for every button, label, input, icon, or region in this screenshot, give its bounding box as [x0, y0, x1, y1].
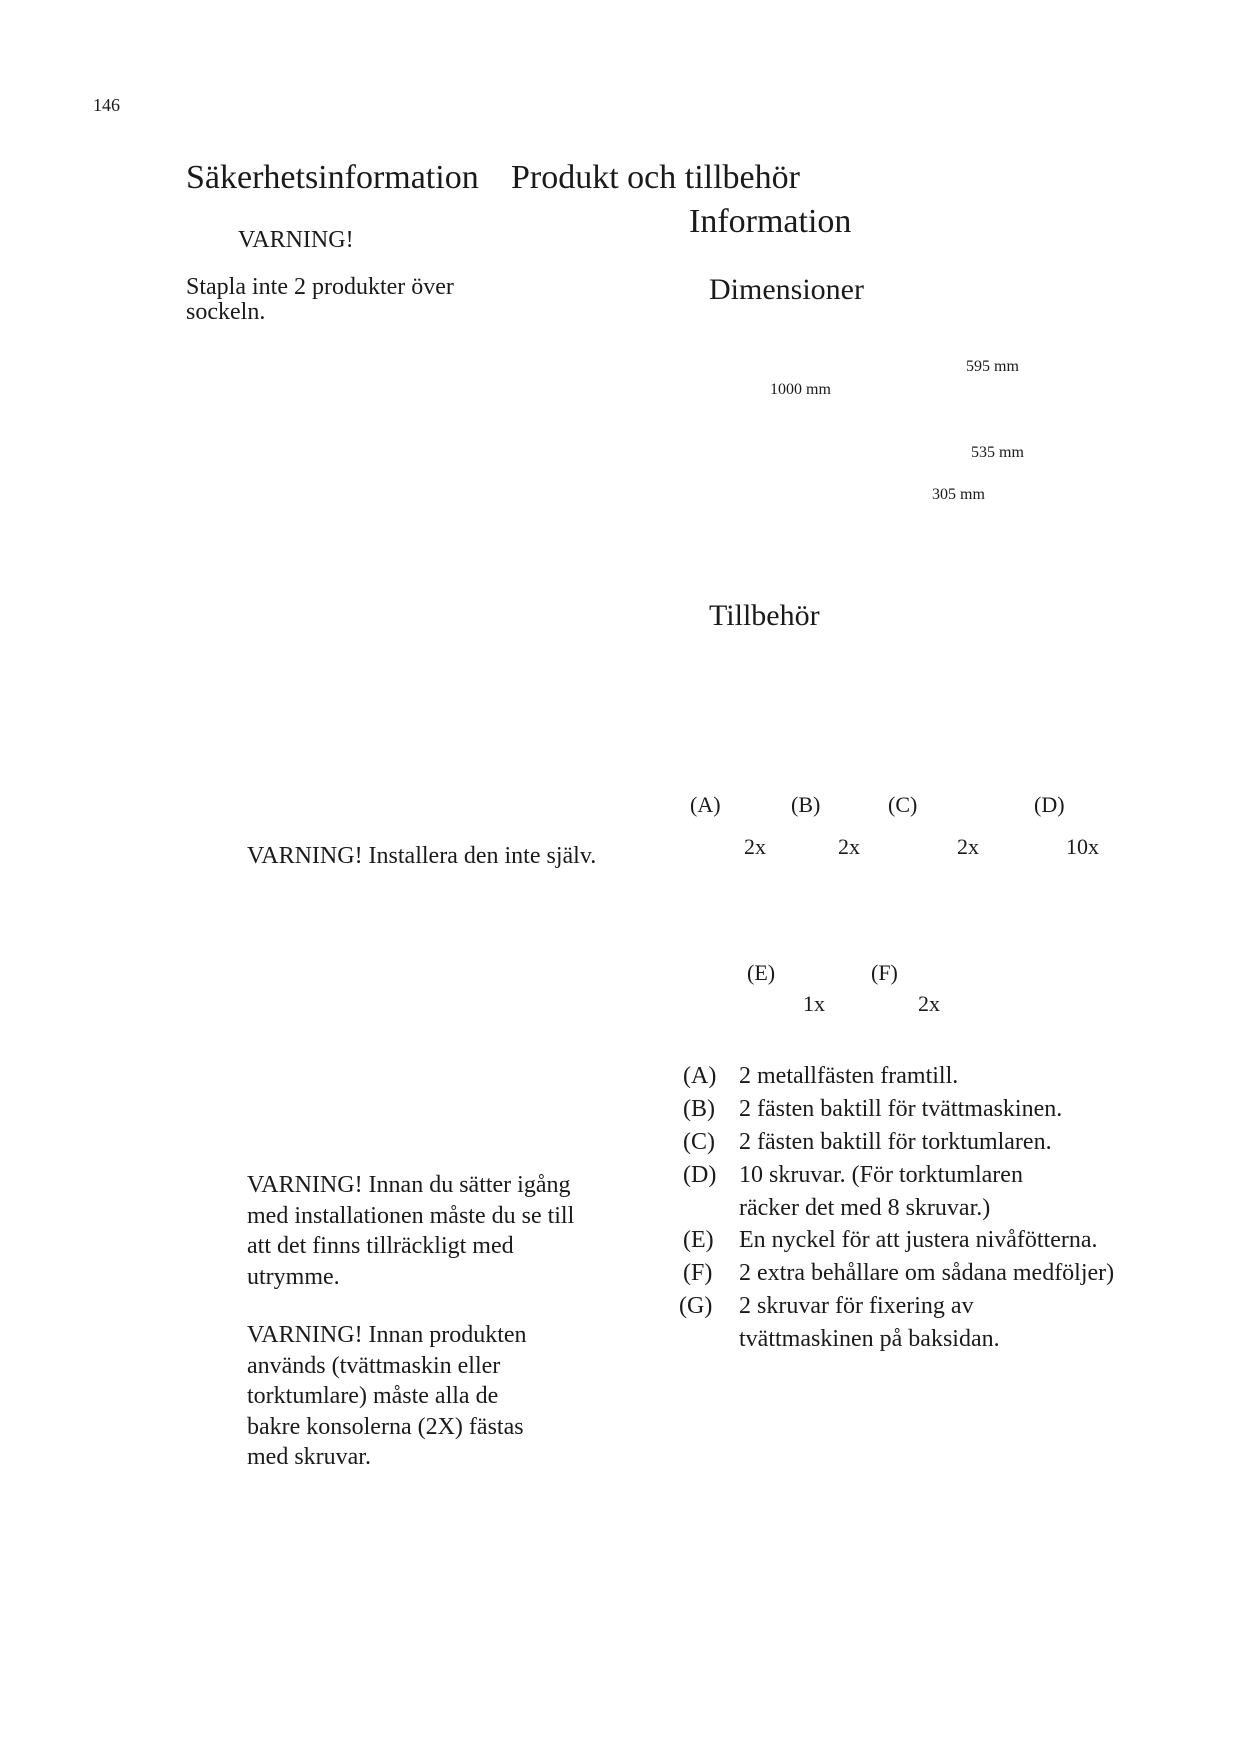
accessory-c-qty: 2x	[957, 834, 979, 859]
accessory-d-qty: 10x	[1066, 834, 1099, 859]
list-item-text: En nyckel för att justera nivåfötterna.	[739, 1227, 1098, 1253]
list-item-text: 2 metallfästen framtill.	[739, 1063, 959, 1089]
dimension-plinth: 305 mm	[932, 486, 985, 503]
list-item-key: (E)	[683, 1227, 714, 1253]
install-warning: VARNING! Installera den inte själv.	[247, 843, 597, 869]
list-item-text: 2 skruvar för fixering av tvättmaskinen på baksidan.	[739, 1293, 1000, 1352]
accessory-c-label: (C)	[888, 792, 918, 817]
page-number: 146	[93, 95, 120, 115]
stack-warning-line1: Stapla inte 2 produkter över	[186, 274, 454, 300]
accessory-f-label: (F)	[871, 960, 898, 985]
list-item-key: (D)	[683, 1162, 717, 1188]
list-item-text: 2 extra behållare om sådana medföljer)	[739, 1260, 1115, 1286]
list-item-text: 2 fästen baktill för tvättmaskinen.	[739, 1096, 1063, 1122]
list-item-key: (A)	[683, 1063, 717, 1089]
accessory-d-label: (D)	[1034, 792, 1065, 817]
accessory-e-qty: 1x	[803, 991, 825, 1016]
warning-label: VARNING!	[238, 227, 354, 253]
list-item-key: (F)	[683, 1260, 713, 1286]
accessory-b-qty: 2x	[838, 834, 860, 859]
list-item-text: 10 skruvar. (För torktumlaren räcker det med 8 skruvar.)	[739, 1162, 1023, 1221]
accessory-e-label: (E)	[747, 960, 776, 985]
dimension-depth: 535 mm	[971, 444, 1024, 461]
accessory-f-qty: 2x	[918, 991, 940, 1016]
dimension-height: 1000 mm	[770, 381, 831, 398]
list-item-key: (C)	[683, 1129, 715, 1155]
dimension-width: 595 mm	[966, 358, 1019, 375]
accessories-heading: Tillbehör	[709, 599, 820, 632]
space-warning: VARNING! Innan du sätter igång med installationen måste du se till att det finns tillräckligt med utrymme.	[247, 1172, 575, 1290]
product-title-line1: Produkt och tillbehör	[511, 159, 800, 196]
list-item-key: (B)	[683, 1096, 715, 1122]
accessory-b-label: (B)	[791, 792, 821, 817]
brackets-warning: VARNING! Innan produkten används (tvättmaskin eller torktumlare) måste alla de bakre konsolerna (2X) fästas med skruvar.	[247, 1322, 527, 1470]
list-item-key: (G)	[679, 1293, 713, 1319]
safety-title: Säkerhetsinformation	[186, 159, 479, 196]
dimensions-heading: Dimensioner	[709, 273, 864, 306]
list-item-text: 2 fästen baktill för torktumlaren.	[739, 1129, 1052, 1155]
stack-warning-line2: sockeln.	[186, 299, 266, 325]
product-title-line2: Information	[689, 203, 852, 240]
accessory-a-qty: 2x	[744, 834, 766, 859]
accessory-a-label: (A)	[690, 792, 721, 817]
